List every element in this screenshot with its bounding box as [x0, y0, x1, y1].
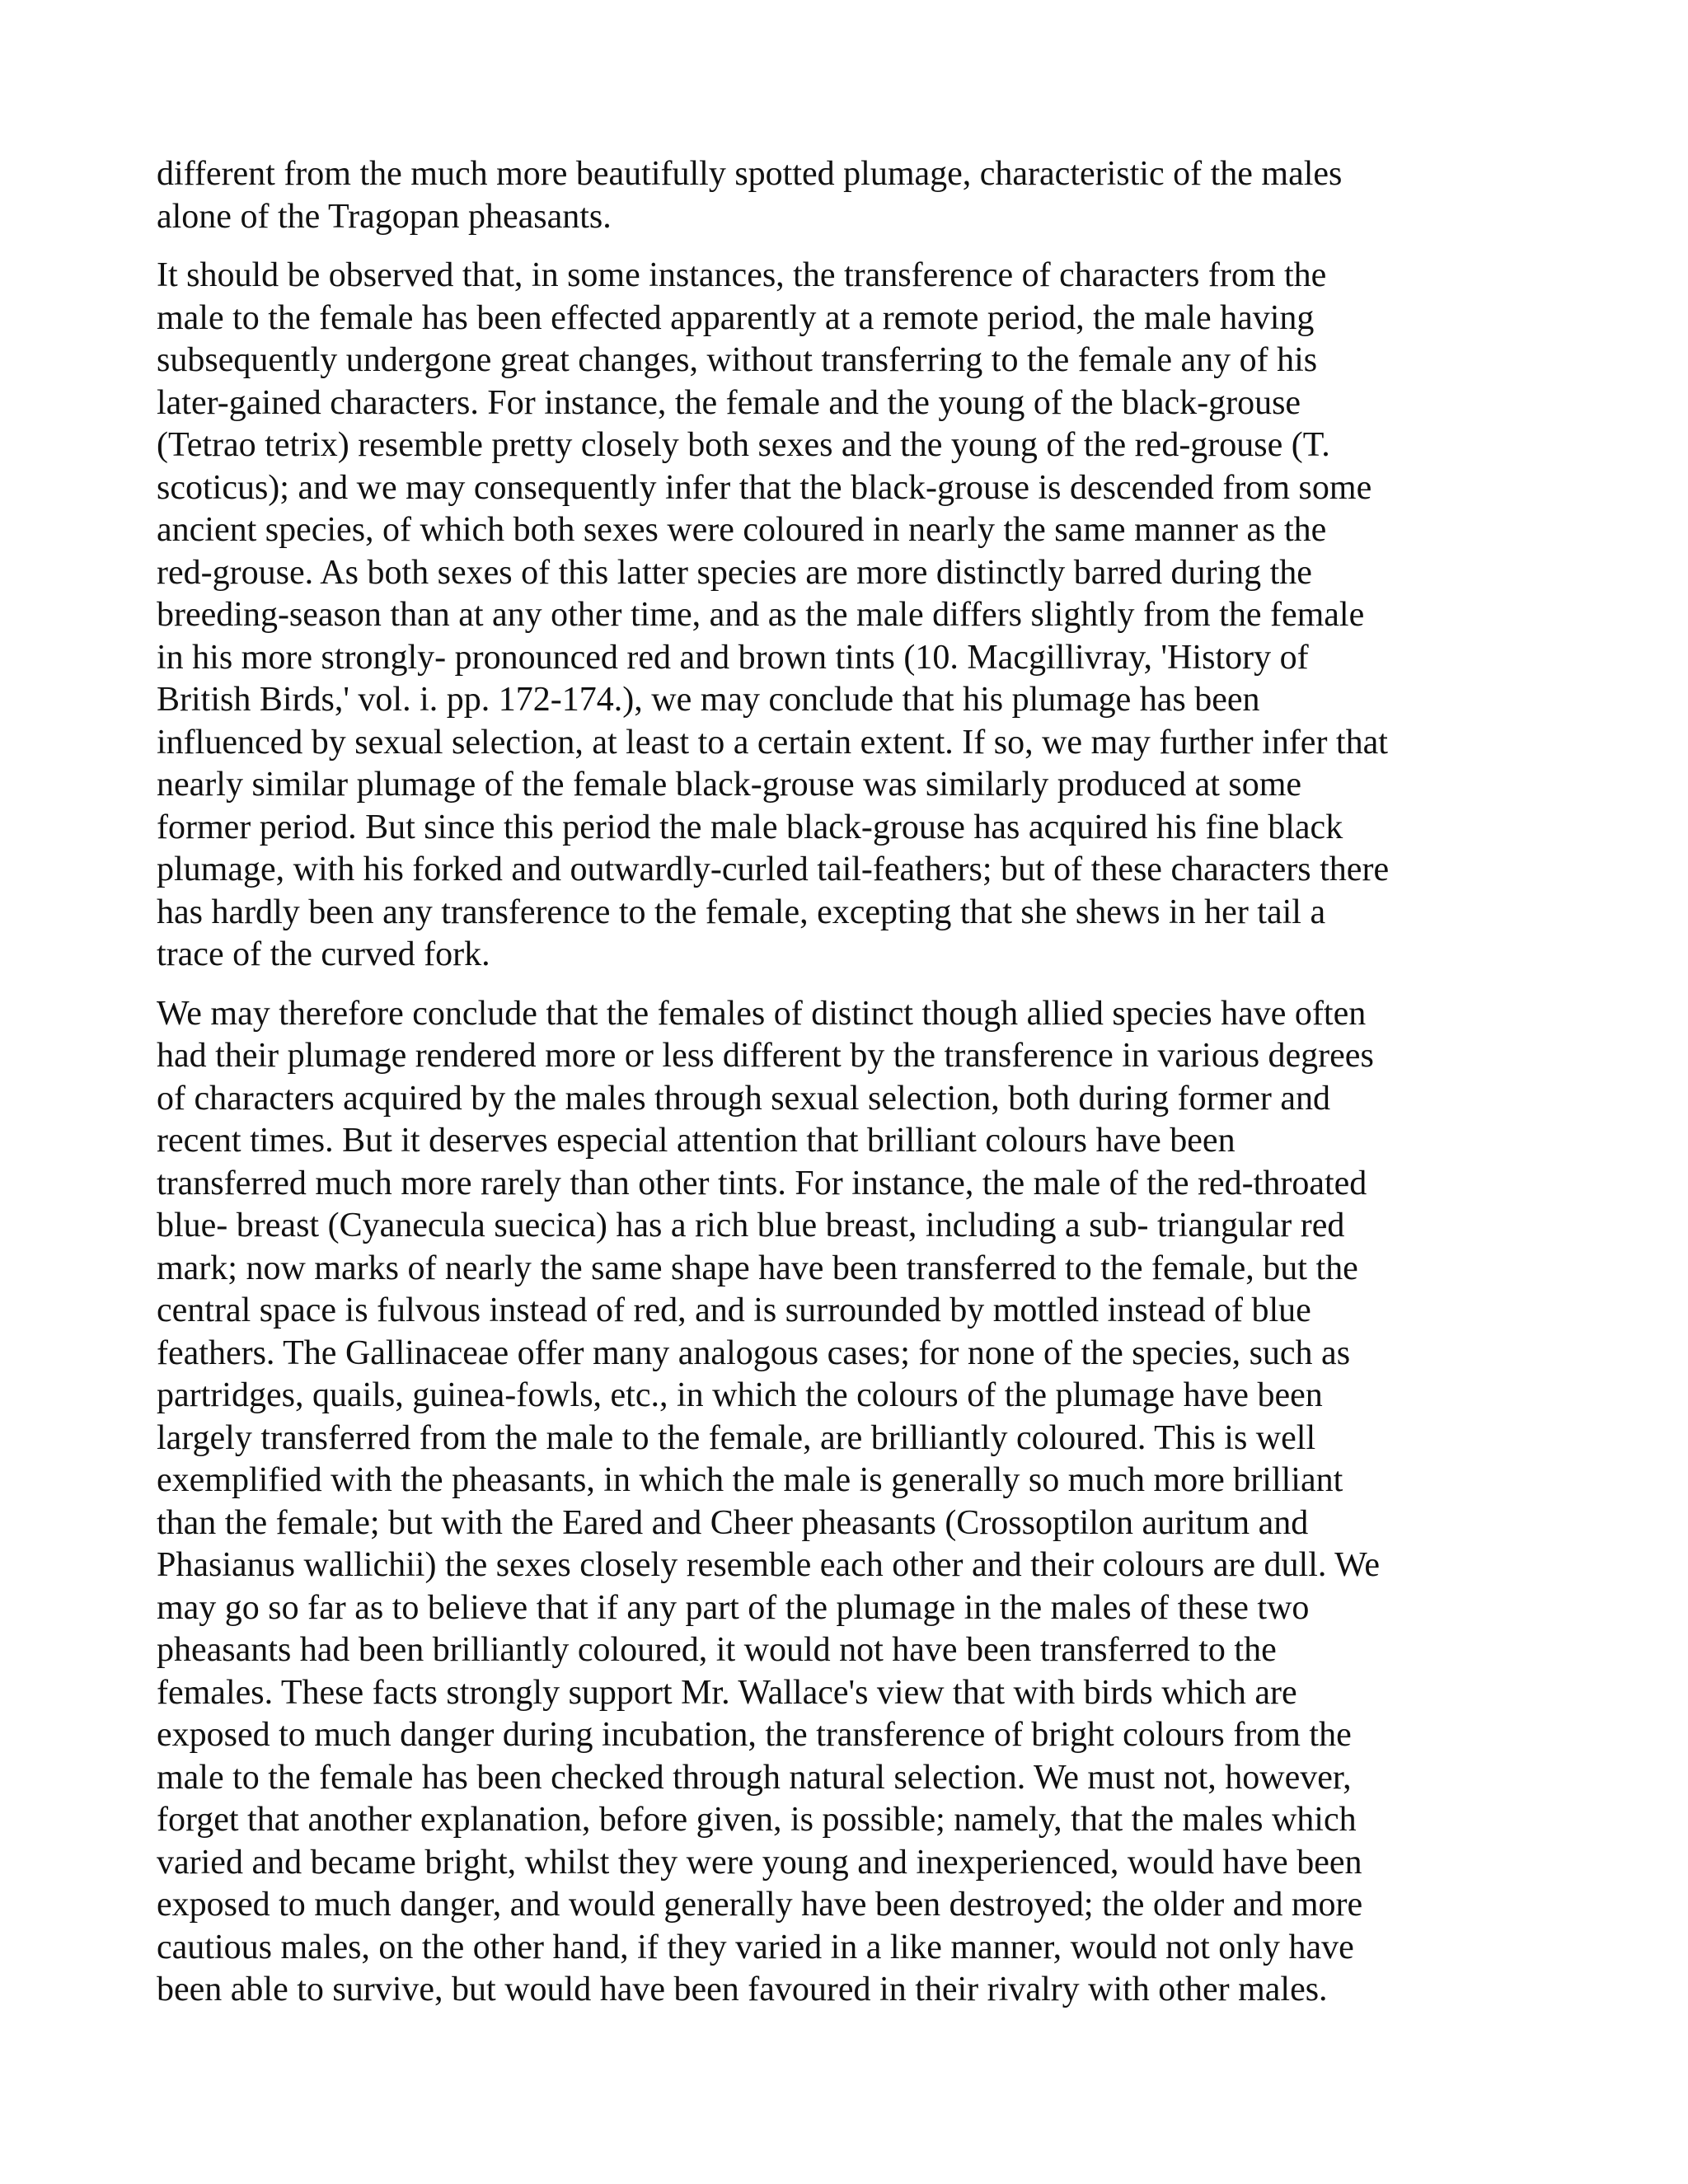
text-line: been able to survive, but would have been favoured in their rivalry with other males.	[157, 1971, 1328, 2008]
text-line: Phasianus wallichii) the sexes closely resemble each other and their colours are dull. We	[157, 1546, 1381, 1584]
text-line: different from the much more beautifully spotted plumage, characteristic of the males	[157, 155, 1343, 193]
text-line: may go so far as to believe that if any part of the plumage in the males of these two	[157, 1588, 1310, 1627]
text-line: breeding-season than at any other time, and as the male differs slightly from the female	[157, 596, 1365, 634]
text-line: blue- breast (Cyanecula suecica) has a rich blue breast, including a sub- triangular red	[157, 1207, 1345, 1244]
text-line: subsequently undergone great changes, without transferring to the female any of his	[157, 341, 1318, 379]
text-line: had their plumage rendered more or less different by the transference in various degrees	[157, 1037, 1374, 1075]
text-line: females. These facts strongly support Mr. Wallace's view that with birds which are	[157, 1673, 1297, 1712]
text-line: cautious males, on the other hand, if they varied in a like manner, would not only have	[157, 1928, 1354, 1966]
text-line: feathers. The Gallinaceae offer many analogous cases; for none of the species, such as	[157, 1333, 1351, 1372]
text-line: British Birds,' vol. i. pp. 172-174.), we may conclude that his plumage has been	[157, 681, 1260, 719]
text-line: pheasants had been brilliantly coloured, it would not have been transferred to the	[157, 1631, 1277, 1669]
text-line: of characters acquired by the males through sexual selection, both during former and	[157, 1079, 1331, 1118]
text-line: exposed to much danger, and would generally have been destroyed; the older and more	[157, 1886, 1363, 1924]
text-line: ancient species, of which both sexes were coloured in nearly the same manner as the	[157, 511, 1327, 549]
text-line: red-grouse. As both sexes of this latter species are more distinctly barred during the	[157, 553, 1312, 592]
paragraph	[157, 993, 1541, 2012]
text-line: transferred much more rarely than other tints. For instance, the male of the red-throated	[157, 1164, 1367, 1202]
text-line: later-gained characters. For instance, the female and the young of the black-grouse	[157, 383, 1301, 422]
text-line: (Tetrao tetrix) resemble pretty closely both sexes and the young of the red-grouse (T.	[157, 426, 1330, 464]
text-line: nearly similar plumage of the female black-grouse was similarly produced at some	[157, 766, 1302, 804]
text-line: It should be observed that, in some instances, the transference of characters from the	[157, 256, 1327, 294]
text-line: We may therefore conclude that the females of distinct though allied species have often	[157, 994, 1367, 1033]
paragraph	[157, 153, 1541, 238]
text-line: alone of the Tragopan pheasants.	[157, 197, 612, 236]
text-line: varied and became bright, whilst they were young and inexperienced, would have been	[157, 1843, 1362, 1882]
text-line: male to the female has been effected apparently at a remote period, the male having	[157, 298, 1315, 337]
text-line: exemplified with the pheasants, in which the male is generally so much more brilliant	[157, 1461, 1343, 1499]
text-line: recent times. But it deserves especial attention that brilliant colours have been	[157, 1122, 1236, 1160]
paragraph	[157, 255, 1541, 977]
text-line: male to the female has been checked through natural selection. We must not, however,	[157, 1758, 1352, 1797]
text-line: scoticus); and we may consequently infer that the black-grouse is descended from some	[157, 468, 1372, 507]
text-line: exposed to much danger during incubation, the transference of bright colours from the	[157, 1716, 1352, 1754]
text-line: influenced by sexual selection, at least to a certain extent. If so, we may further infer that	[157, 723, 1388, 762]
text-line: largely transferred from the male to the female, are brilliantly coloured. This is well	[157, 1418, 1316, 1457]
text-line: in his more strongly- pronounced red and brown tints (10. Macgillivray, 'History of	[157, 638, 1309, 677]
text-line: forget that another explanation, before given, is possible; namely, that the males which	[157, 1801, 1357, 1839]
document-page	[157, 153, 1541, 2028]
text-line: central space is fulvous instead of red, and is surrounded by mottled instead of blue	[157, 1291, 1311, 1329]
text-line: mark; now marks of nearly the same shape have been transferred to the female, but the	[157, 1249, 1358, 1287]
text-line: has hardly been any transference to the female, excepting that she shews in her tail a	[157, 893, 1326, 931]
text-line: former period. But since this period the male black-grouse has acquired his fine black	[157, 808, 1343, 846]
text-line: trace of the curved fork.	[157, 935, 490, 973]
text-line: partridges, quails, guinea-fowls, etc., in which the colours of the plumage have been	[157, 1376, 1323, 1414]
text-line: plumage, with his forked and outwardly-curled tail-feathers; but of these characters there	[157, 851, 1390, 888]
text-line: than the female; but with the Eared and Cheer pheasants (Crossoptilon auritum and	[157, 1503, 1309, 1542]
